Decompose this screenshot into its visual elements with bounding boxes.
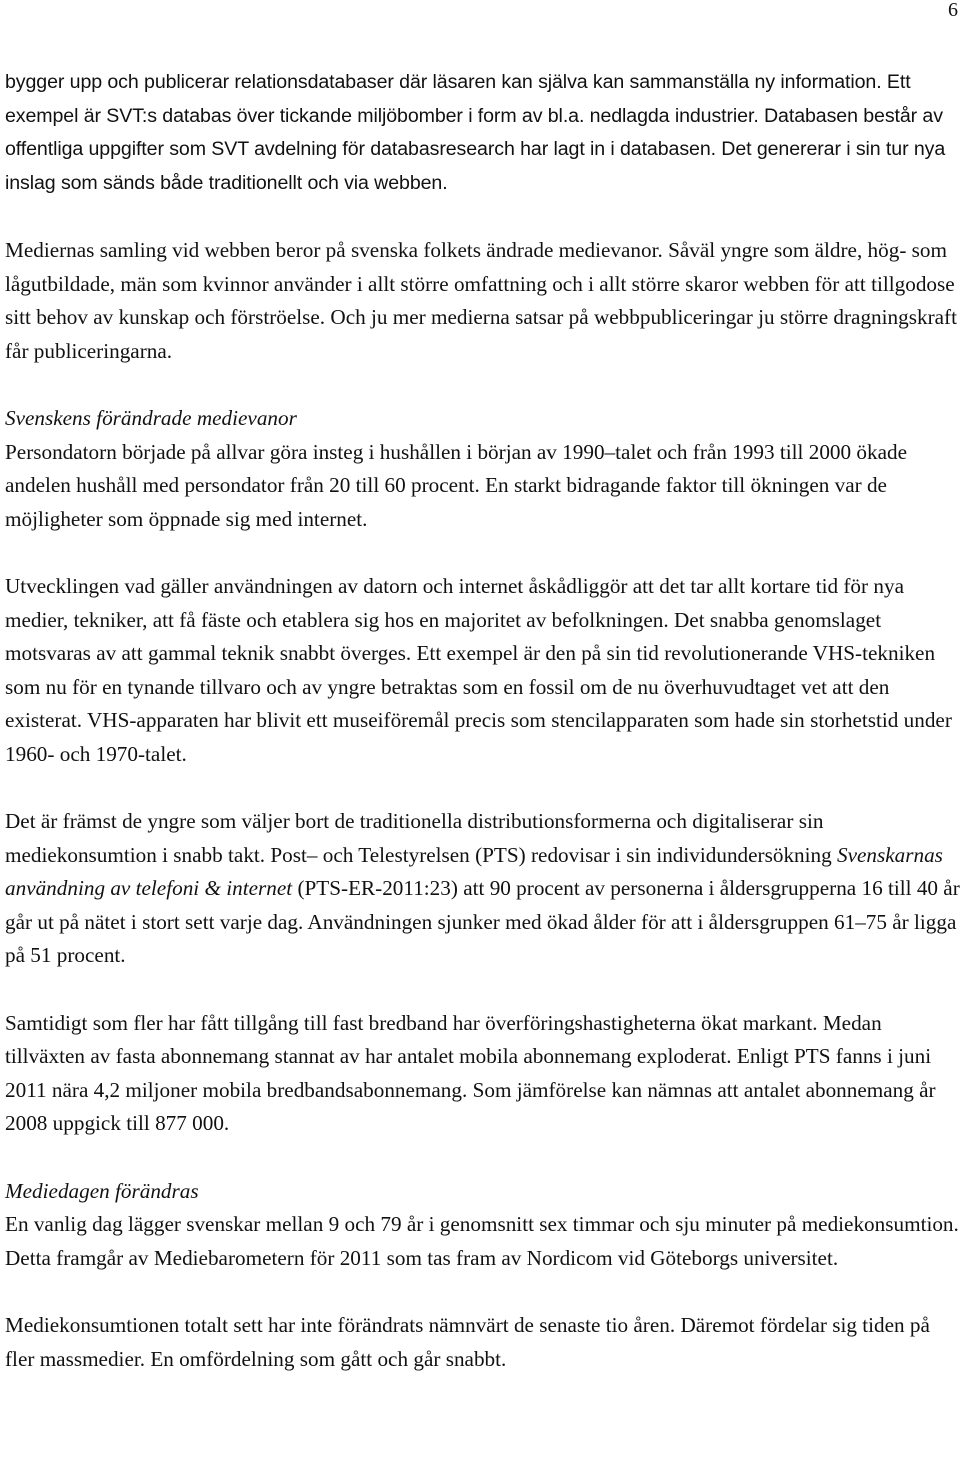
section-heading: Svenskens förändrade medievanor xyxy=(5,405,297,430)
paragraph-young-users xyxy=(5,805,960,973)
section-media-day-changes xyxy=(5,1175,960,1276)
paragraph-media-day: En vanlig dag lägger svenskar mellan 9 och 79 år i genomsnitt sex timmar och sju minuter på mediekonsumtion. Detta framgår av Mediebarometern för 2011 som tas fram av Nordicom vid Göteborgs universitet. xyxy=(5,1212,959,1270)
paragraph-development: Utvecklingen vad gäller användningen av datorn och internet åskådliggör att det tar allt kortare tid för nya medier, tekniker, att få fäste och etablera sig hos en majoritet av befolkningen. Det snabba genomslaget motsvaras av att gammal teknik snabbt överges. Ett exempel är den på sin tid revolutionerande VHS-tekniken som nu för en tynande tillvaro och av yngre betraktas som en fossil om de nu överhuvudtaget vet att den existerat. VHS-apparaten har blivit ett museiföremål precis som stencilapparaten som hade sin storhetstid under 1960- och 1970-talet. xyxy=(5,573,952,766)
document-body xyxy=(5,66,960,1376)
paragraph-broadband: Samtidigt som fler har fått tillgång till fast bredband har överföringshastigheterna ökat markant. Medan tillväxten av fasta abonnemang stannat av har antalet mobila abonnemang exploderat. Enligt PTS fanns i juni 2011 nära 4,2 miljoner mobila bredbandsabonnemang. Som jämförelse kan nämnas att antalet abonnemang år 2008 uppgick till 877 000. xyxy=(5,1010,936,1136)
text-segment: (PTS-ER-2011:23) att 90 procent av personerna i åldersgrupperna 16 till 40 år går ut på nätet i stort sett varje dag. Användningen sjunker med ökad ålder för att i åldersgruppen 61–75 år ligga på 51 procent. xyxy=(5,876,960,968)
paragraph-personal-computer: Persondatorn började på allvar göra insteg i hushållen i början av 1990–talet och från 1993 till 2000 ökade andelen hushåll med persondator från 20 till 60 procent. En starkt bidragande faktor till ökningen var de möjligheter som öppnade sig med internet. xyxy=(5,439,907,531)
page-number: 6 xyxy=(948,0,958,21)
paragraph-databases: bygger upp och publicerar relationsdatabaser där läsaren kan själva kan sammanställa ny information. Ett exempel är SVT:s databas över tickande miljöbomber i form av bl.a. nedlagda industrier. Databasen består av offentliga uppgifter som SVT avdelning för databasresearch har lagt in i databasen. Det genererar i sin tur nya inslag som sänds både traditionellt och via webben. xyxy=(5,71,946,194)
section-heading: Mediedagen förändras xyxy=(5,1178,199,1203)
section-changing-media-habits xyxy=(5,402,960,536)
text-segment: Det är främst de yngre som väljer bort de traditionella distributionsformerna och digitaliserar sin mediekonsumtion i snabb takt. Post– och Telestyrelsen (PTS) redovisar i sin individundersökning xyxy=(5,809,838,867)
paragraph-media-gathering: Mediernas samling vid webben beror på svenska folkets ändrade medievanor. Såväl yngre som äldre, hög- som lågutbildade, män som kvinnor använder i allt större omfattning och i allt större skaror webben för att tillgodose sitt behov av kunskap och förströelse. Och ju mer medierna satsar på webbpubliceringar ju större dragningskraft får publiceringarna. xyxy=(5,237,957,363)
paragraph-total-consumption: Mediekonsumtionen totalt sett har inte förändrats nämnvärt de senaste tio åren. Däremot fördelar sig tiden på fler massmedier. En omfördelning som gått och går snabbt. xyxy=(5,1312,930,1371)
report-title: Svenskarnas användning av telefoni & internet xyxy=(5,842,943,901)
